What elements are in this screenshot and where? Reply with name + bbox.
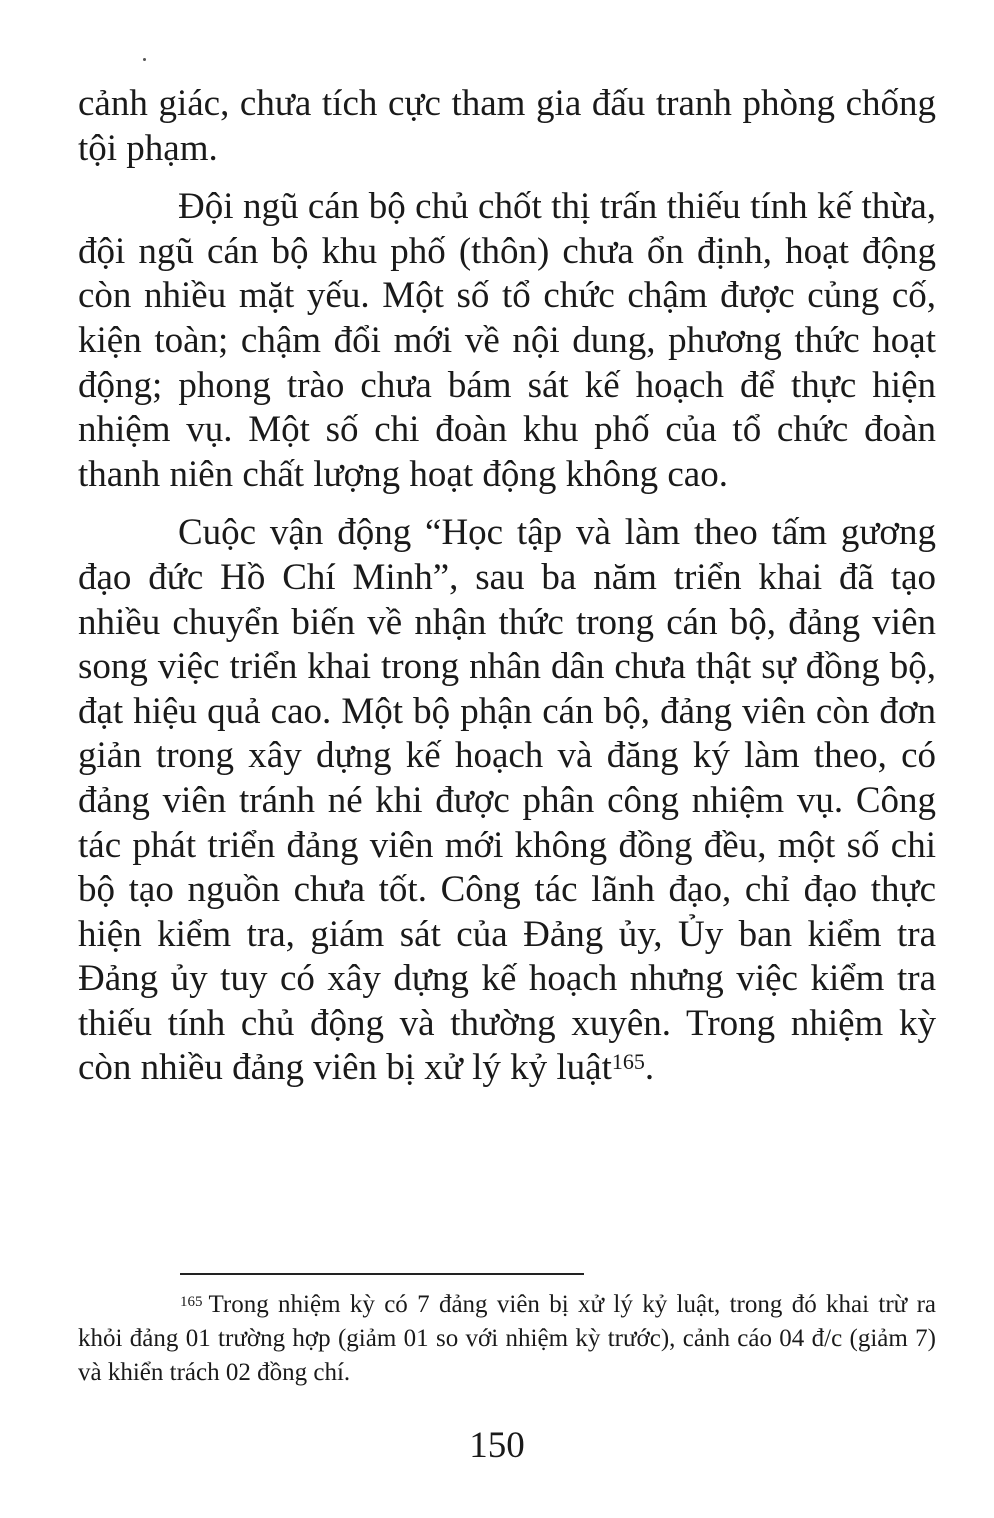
footnote: [78, 1288, 936, 1390]
scan-speck: [143, 58, 146, 61]
paragraph-campaign-text: Cuộc vận động “Học tập và làm theo tấm gương đạo đức Hồ Chí Minh”, sau ba năm triển khai đã tạo nhiều chuyển biến về nhận thức trong cán bộ, đảng viên song việc triển khai trong nhân dân chưa thật sự đồng bộ, đạt hiệu quả cao. Một bộ phận cán bộ, đảng viên còn đơn giản trong xây dựng kế hoạch và đăng ký làm theo, có đảng viên tránh né khi được phân công nhiệm vụ. Công tác phát triển đảng viên mới không đồng đều, một số chi bộ tạo nguồn chưa tốt. Công tác lãnh đạo, chỉ đạo thực hiện kiểm tra, giám sát của Đảng ủy, Ủy ban kiểm tra Đảng ủy tuy có xây dựng kế hoạch nhưng việc kiểm tra thiếu tính chủ động và thường xuyên. Trong nhiệm kỳ còn nhiều đảng viên bị xử lý kỷ luật: [78, 512, 936, 1089]
paragraph-campaign-end: .: [644, 1047, 655, 1089]
paragraph-cadres: Đội ngũ cán bộ chủ chốt thị trấn thiếu tính kế thừa, đội ngũ cán bộ khu phố (thôn) chưa ổn định, hoạt động còn nhiều mặt yếu. Một số tổ chức chậm được củng cố, kiện toàn; chậm đổi mới về nội dung, phương thức hoạt động; phong trào chưa bám sát kế hoạch để thực hiện nhiệm vụ. Một số chi đoàn khu phố của tổ chức đoàn thanh niên chất lượng hoạt động không cao.: [78, 186, 936, 495]
footnote-divider: [180, 1273, 584, 1275]
page-number: 150: [469, 1425, 525, 1466]
footnote-reference[interactable]: 165: [611, 1049, 645, 1075]
footnote-number: 165: [180, 1294, 203, 1310]
footnote-text: Trong nhiệm kỳ có 7 đảng viên bị xử lý kỷ luật, trong đó khai trừ ra khỏi đảng 01 trường hợp (giảm 01 so với nhiệm kỳ trước), cảnh cáo 04 đ/c (giảm 7) và khiển trách 02 đồng chí.: [78, 1291, 936, 1386]
paragraph-continuation: cảnh giác, chưa tích cực tham gia đấu tranh phòng chống tội phạm.: [78, 83, 936, 169]
body-text: [78, 82, 936, 1091]
paragraph-campaign: [78, 511, 936, 1091]
